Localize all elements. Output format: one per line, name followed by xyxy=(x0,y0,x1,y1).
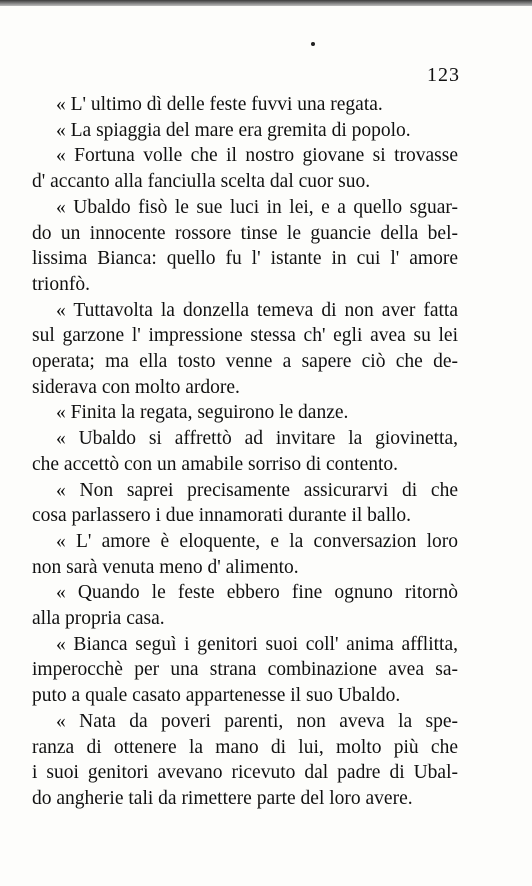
text-line: « Tuttavolta la donzella temeva di non aver fatta xyxy=(56,299,458,321)
text-line: « La spiaggia del mare era gremita di popolo. xyxy=(56,119,411,141)
text-line: puto a quale casato appartenesse il suo Ubaldo. xyxy=(32,685,401,707)
text-line: do angherie tali da rimettere parte del loro avere. xyxy=(32,787,413,809)
body-text xyxy=(32,92,458,812)
text-line: « Ubaldo fisò le sue luci in lei, e a quello sguar- xyxy=(56,196,458,218)
text-line: do un innocente rossore tinse le guancie della bel- xyxy=(32,222,458,244)
text-line: operata; ma ella tosto venne a sapere ciò che de- xyxy=(32,351,458,373)
text-line: « Finita la regata, seguirono le danze. xyxy=(56,402,349,424)
text-line: ranza di ottenere la mano di lui, molto più che xyxy=(32,736,458,758)
text-line: d' accanto alla fanciulla scelta dal cuor suo. xyxy=(32,171,371,193)
text-line: che accettò con un amabile sorriso di contento. xyxy=(32,453,399,475)
text-line: « Fortuna volle che il nostro giovane si trovasse xyxy=(56,145,458,167)
text-line: cosa parlassero i due innamorati durante il ballo. xyxy=(32,505,412,527)
ink-speck xyxy=(311,42,315,46)
text-line: imperocchè per una strana combinazione avea sa- xyxy=(32,659,458,681)
page-number: 123 xyxy=(427,64,460,86)
text-line: alla propria casa. xyxy=(32,608,165,630)
text-line: lissima Bianca: quello fu l' istante in cui l' amore xyxy=(32,248,458,270)
text-line: non sarà venuta meno d' alimento. xyxy=(32,556,299,578)
text-line: trionfò. xyxy=(32,273,90,295)
text-line: « Non saprei precisamente assicurarvi di che xyxy=(56,479,458,501)
text-line: « L' ultimo dì delle feste fuvvi una regata. xyxy=(56,94,383,115)
text-line: sul garzone l' impressione stessa ch' egli avea su lei xyxy=(32,325,458,347)
text-line: « Ubaldo si affrettò ad invitare la giovinetta, xyxy=(56,428,458,450)
text-line: siderava con molto ardore. xyxy=(32,376,240,398)
page-top-edge xyxy=(0,0,532,6)
text-line: « Bianca seguì i genitori suoi coll' anima afflitta, xyxy=(56,633,458,655)
text-line: « Quando le feste ebbero fine ognuno ritornò xyxy=(56,582,458,604)
text-line: « Nata da poveri parenti, non aveva la spe- xyxy=(56,710,458,732)
text-line: « L' amore è eloquente, e la conversazion loro xyxy=(56,530,458,552)
text-line: i suoi genitori avevano ricevuto dal padre di Ubal- xyxy=(32,762,458,784)
